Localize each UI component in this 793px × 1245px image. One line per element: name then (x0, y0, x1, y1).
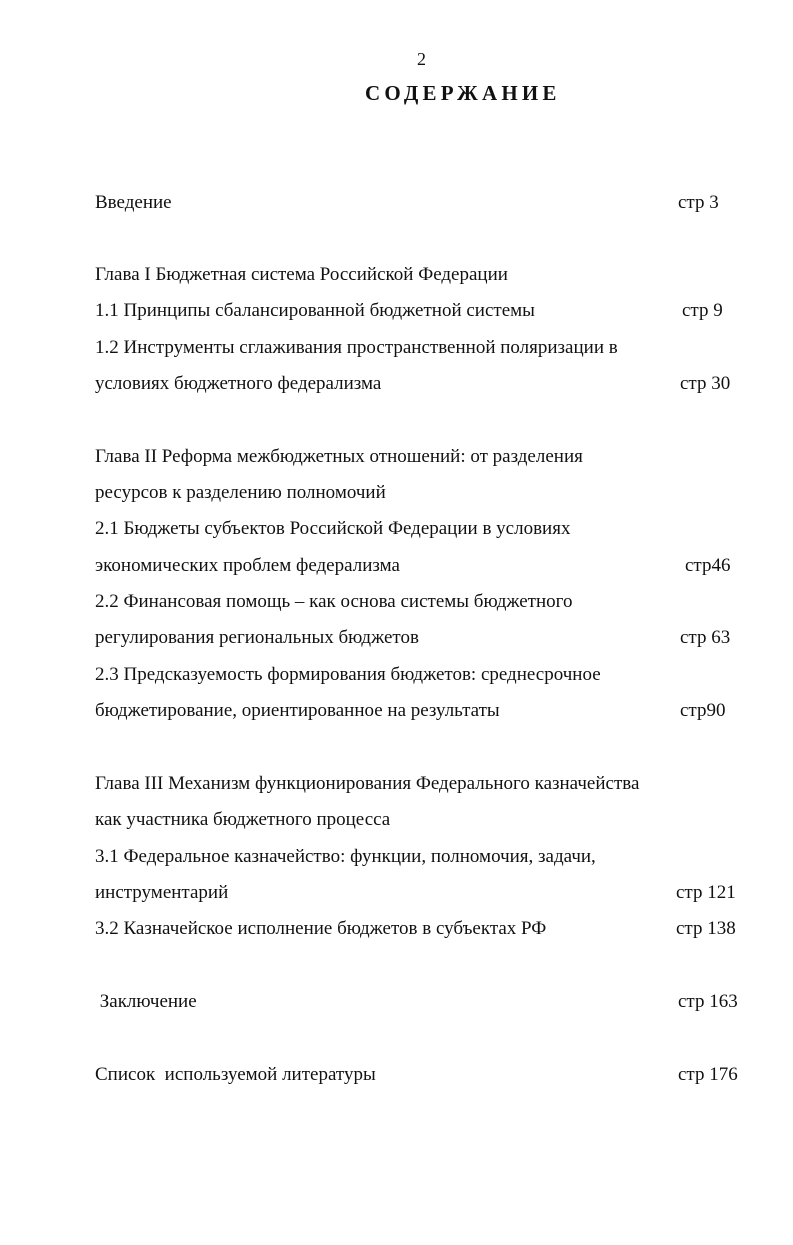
toc-label-line1: 2.1 Бюджеты субъектов Российской Федерации в условиях (95, 518, 571, 539)
toc-label-line1: 2.3 Предсказуемость формирования бюджетов: среднесрочное (95, 664, 601, 685)
toc-page-ref: стр 63 (680, 627, 731, 648)
toc-label: Список используемой литературы (95, 1064, 376, 1085)
toc-page-ref: стр 3 (678, 192, 719, 213)
toc-page-ref: стр 30 (680, 373, 731, 394)
toc-label-line1: 3.1 Федеральное казначейство: функции, полномочия, задачи, (95, 846, 596, 867)
chapter-heading-line1: Глава III Механизм функционирования Федерального казначейства (95, 773, 640, 794)
toc-label-line1: 1.2 Инструменты сглаживания пространственной поляризации в (95, 337, 618, 358)
chapter-heading-line2: ресурсов к разделению полномочий (95, 482, 386, 503)
toc-page-ref: стр90 (680, 700, 726, 721)
toc-label-line2: условиях бюджетного федерализма (95, 373, 382, 394)
toc-label: Введение (95, 192, 172, 213)
toc-label-line1: 2.2 Финансовая помощь – как основа системы бюджетного (95, 591, 573, 612)
toc-page-ref: стр 121 (676, 882, 736, 903)
toc-page-ref: стр 176 (678, 1064, 738, 1085)
toc-page-ref: стр 9 (682, 300, 723, 321)
toc-label-line2: бюджетирование, ориентированное на результаты (95, 700, 500, 721)
page-number: 2 (417, 49, 426, 69)
toc-label-line2: инструментарий (95, 882, 229, 903)
toc-label-line2: экономических проблем федерализма (95, 555, 400, 576)
toc-page-ref: стр 138 (676, 918, 736, 939)
page-title: СОДЕРЖАНИЕ (365, 81, 561, 105)
chapter-heading-line2: как участника бюджетного процесса (95, 809, 391, 830)
chapter-heading: Глава I Бюджетная система Российской Федерации (95, 264, 508, 285)
toc-page-ref: стр46 (685, 555, 731, 576)
toc-label: 3.2 Казначейское исполнение бюджетов в субъектах РФ (95, 918, 547, 939)
toc-label: 1.1 Принципы сбалансированной бюджетной системы (95, 300, 535, 321)
chapter-heading-line1: Глава II Реформа межбюджетных отношений: от разделения (95, 446, 583, 467)
toc-label: Заключение (95, 991, 197, 1012)
toc-label-line2: регулирования региональных бюджетов (95, 627, 419, 648)
toc-page-ref: стр 163 (678, 991, 738, 1012)
